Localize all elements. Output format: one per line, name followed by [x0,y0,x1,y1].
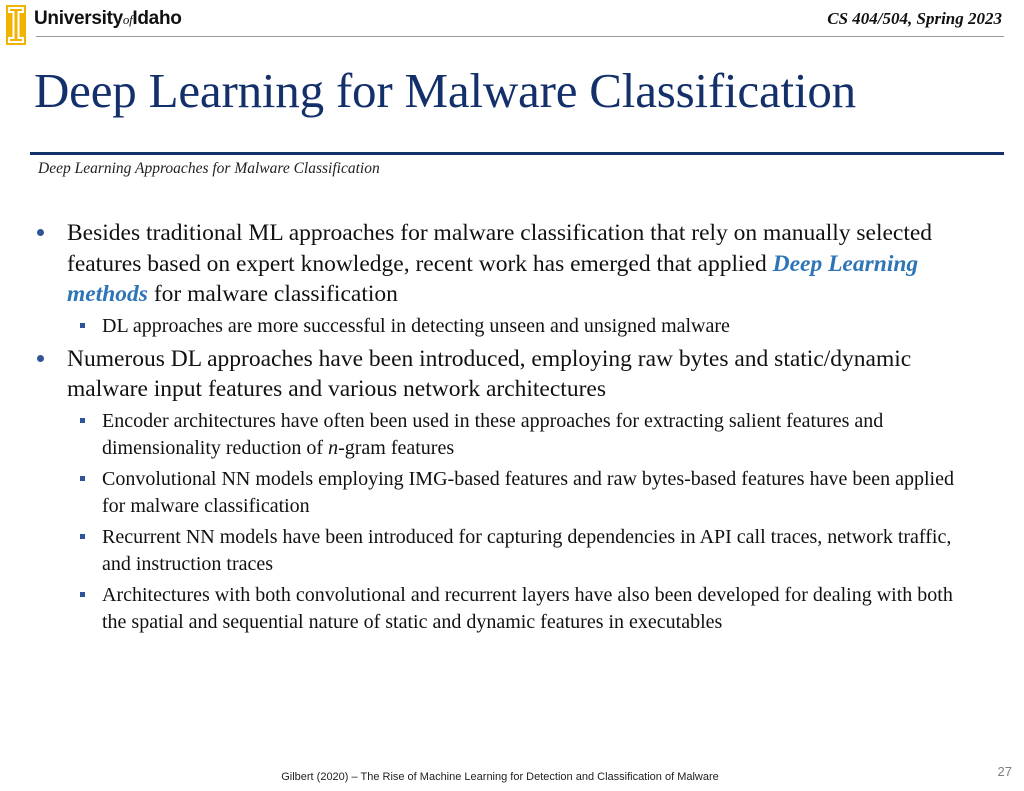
slide-body [0,218,1024,640]
idaho-i-icon [6,5,26,45]
bullet-1 [67,218,967,310]
logo-wordmark [34,8,182,30]
course-label: CS 404/504, Spring 2023 [827,9,1002,28]
logo-idaho: Idaho [132,8,182,29]
bullet-dot-icon [37,355,44,362]
sub-bullet-2-2-text: Convolutional NN models employing IMG-based features and raw bytes-based features have been applied for malware classification [102,467,954,517]
logo-of: of [122,12,133,27]
sub-bullet-2-4 [102,582,982,636]
logo-university: University [34,8,123,29]
sub-bullet-2-3 [102,524,982,578]
sub-bullet-2-1-text-before: Encoder architectures have often been used in these approaches for extracting salient features and dimensionality reduction of [102,409,884,459]
header-divider [36,36,1004,37]
citation-footer: Gilbert (2020) – The Rise of Machine Learning for Detection and Classification of Malware [281,771,719,783]
sub-bullet-2-1 [102,408,982,462]
sub-bullet-2-3-text: Recurrent NN models have been introduced for capturing dependencies in API call traces, network traffic, and instruction traces [102,525,952,575]
page-number: 27 [997,764,1012,779]
sub-bullet-square-icon [80,476,85,481]
sub-bullet-square-icon [80,592,85,597]
sub-bullet-2-1-text-after: -gram features [338,436,455,459]
bullet-dot-icon [37,229,44,236]
university-logo [6,5,182,47]
slide-subtitle: Deep Learning Approaches for Malware Classification [38,160,380,177]
bullet-1-highlight: Deep Learning methods [67,250,919,307]
sub-bullet-square-icon [80,534,85,539]
title-underline [30,152,1004,155]
slide-title: Deep Learning for Malware Classification [34,63,856,118]
bullet-2-text: Numerous DL approaches have been introduced, employing raw bytes and static/dynamic malware input features and various network architectures [67,345,912,402]
sub-bullet-2-4-text: Architectures with both convolutional and recurrent layers have also been developed for dealing with both the spatial and sequential nature of static and dynamic features in executables [102,583,953,633]
sub-bullet-1-1 [102,313,982,340]
sub-bullet-2-1-italic: n [328,436,339,459]
bullet-2 [67,344,967,405]
sub-bullet-square-icon [80,323,85,328]
bullet-1-text-after: for malware classification [147,281,398,307]
bullet-1-text-before: Besides traditional ML approaches for malware classification that rely on manually selected features based on expert knowledge, recent work has emerged that applied [67,220,933,277]
sub-bullet-1-1-text: DL approaches are more successful in detecting unseen and unsigned malware [102,314,730,337]
sub-bullet-square-icon [80,418,85,423]
sub-bullet-2-2 [102,466,982,520]
